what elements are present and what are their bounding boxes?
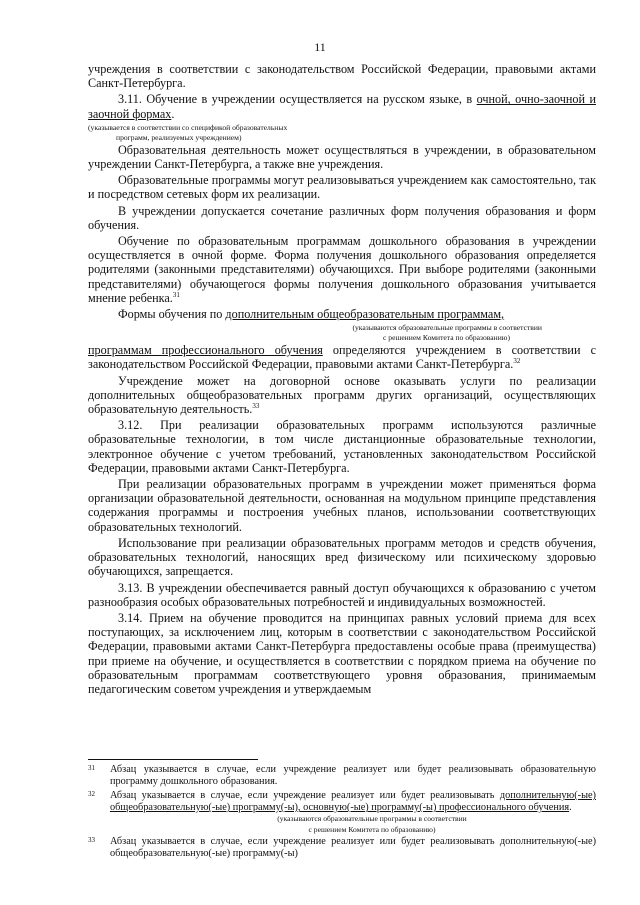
paragraph-3-11-lead: 3.11. Обучение в учреждении осуществляется на русском языке, в xyxy=(118,92,477,107)
paragraph-6-text: Обучение по образовательным программам дошкольного образования в учреждении осуществляется в очной форме. Форма получения дошкольного образования определяется родителями (законными представителями) обучающихся. При выборе родителями (законными представителями) обучающегося формы получения дошкольного образования учитывается мнение ребенка. xyxy=(88,234,596,305)
document-body xyxy=(88,62,596,698)
footnote-32-programs: дополнительную(-ые) общеобразовательную(-ые) программу(-ы), основную(-ые) программу(-ы) профессионального обучения xyxy=(110,790,596,813)
paragraph-5: В учреждении допускается сочетание различных форм получения образования и форм обучения. xyxy=(88,203,596,232)
programs-note-2: с решением Комитета по образованию) xyxy=(383,333,510,343)
paragraph-11: Использование при реализации образовательных программ методов и средств обучения, образовательных технологий, наносящих вред физическому или психическому здоровью обучающихся, запрещается. xyxy=(88,535,596,579)
footnote-ref-33: 33 xyxy=(252,402,260,410)
paragraph-7-cont xyxy=(88,343,596,371)
paragraph-8-text: Учреждение может на договорной основе оказывать услуги по реализации дополнительных общеобразовательных программ других организаций, осуществляющих образовательную деятельность. xyxy=(88,373,596,417)
footnote-31 xyxy=(88,764,596,788)
footnote-33-text: Абзац указывается в случае, если учреждение реализует или будет реализовывать дополнительную(-ые) общеобразовательную(-ые) программу(-ы) xyxy=(110,836,596,859)
footnote-separator xyxy=(88,759,258,760)
footnote-ref-31: 31 xyxy=(172,290,180,299)
paragraph-3-11 xyxy=(88,92,596,120)
paragraph-3-13: 3.13. В учреждении обеспечивается равный доступ обучающихся к образованию с учетом разнообразия особых образовательных потребностей и индивидуальных возможностей. xyxy=(88,580,596,609)
footnote-32-number: 32 xyxy=(88,790,95,798)
professional-programs: программам профессионального обучения xyxy=(88,343,323,358)
footnote-32-note-1: (указываются образовательные программы в соответствии xyxy=(277,814,467,823)
footnote-31-number: 31 xyxy=(88,764,95,772)
paragraph-3: Образовательная деятельность может осуществляться в учреждении, в образовательном учреждении Санкт-Петербурга, а также вне учреждения. xyxy=(88,142,596,172)
footnotes xyxy=(88,764,596,862)
paragraph-7-lead: Формы обучения по xyxy=(118,307,226,322)
footnote-32-tail: . xyxy=(569,802,572,813)
paragraph-6 xyxy=(88,234,596,305)
footnote-32 xyxy=(88,790,596,814)
forms-note-1: (указывается в соответствии со спецификой образовательных xyxy=(88,122,288,132)
programs-note-1: (указываются образовательные программы в соответствии xyxy=(352,323,542,333)
paragraph-8 xyxy=(88,374,596,417)
paragraph-7 xyxy=(88,307,596,321)
paragraph-3-14: 3.14. Прием на обучение проводится на принципах равных условий приема для всех поступающих, за исключением лиц, которым в соответствии с законодательством Российской Федерации, правовыми актами Санкт-Петербурга предоставлены особые права (преимущества) при приеме на обучение, и осуществляется в соответствии с порядком приема на обучение по образовательным программам соответствующего уровня образования, принимаемым педагогическим советом учреждения и утверждаемым xyxy=(88,610,596,696)
footnote-33 xyxy=(88,836,596,860)
footnote-32-note-2: с решением Комитета по образованию) xyxy=(308,825,436,834)
footnote-33-number: 33 xyxy=(88,836,95,844)
paragraph-4: Образовательные программы могут реализовываться учреждением как самостоятельно, так и посредством сетевых форм их реализации. xyxy=(88,173,596,202)
paragraph-3-12: 3.12. При реализации образовательных программ используются различные образовательные технологии, в том числе дистанционные образовательные технологии, электронное обучение с учетом требований, установленных законодательством Российской Федерации, правовыми актами Санкт-Петербурга. xyxy=(88,418,596,475)
paragraph-3-11-tail: . xyxy=(171,106,175,121)
additional-programs: дополнительным общеобразовательным программам, xyxy=(225,307,505,322)
footnote-32-lead: Абзац указывается в случае, если учреждение реализует или будет реализовывать xyxy=(110,790,500,801)
footnote-ref-32: 32 xyxy=(513,357,521,366)
page-number: 11 xyxy=(314,40,326,54)
paragraph-7-tail: определяются учреждением в соответствии с законодательством Российской Федерации, правовыми актами Санкт-Петербурга. xyxy=(88,343,596,372)
forms-note-2: программ, реализуемых учреждением) xyxy=(116,132,242,142)
footnote-31-text: Абзац указывается в случае, если учреждение реализует или будет реализовывать образовательную программу дошкольного образования. xyxy=(110,764,596,787)
paragraph-1: учреждения в соответствии с законодательством Российской Федерации, правовыми актами Санкт-Петербурга. xyxy=(88,62,596,91)
paragraph-10: При реализации образовательных программ в учреждении может применяться форма организации образовательной деятельности, основанная на модульном принципе представления содержания программы и построения учебных планов, использовании соответствующих образовательных технологий. xyxy=(88,477,596,534)
education-forms: очной, очно-заочной и заочной формах xyxy=(88,92,597,121)
